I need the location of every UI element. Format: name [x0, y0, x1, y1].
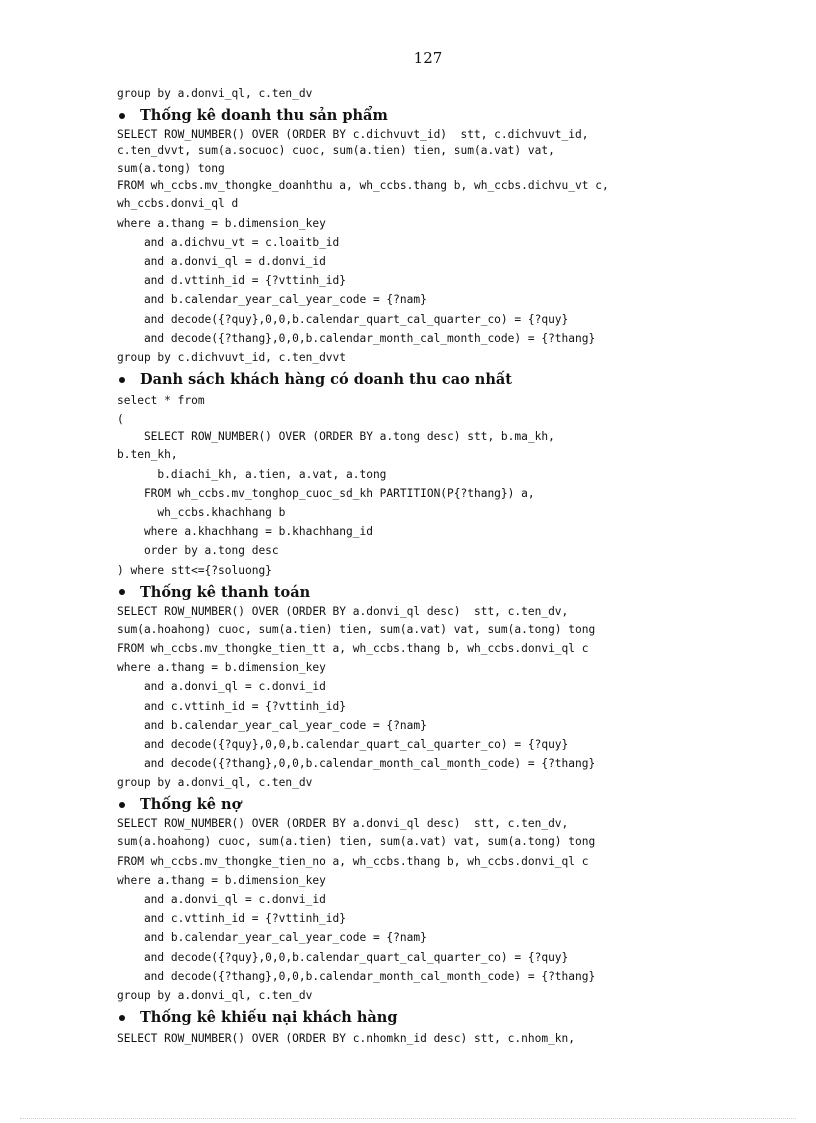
code-block — [117, 735, 757, 754]
code-block — [117, 410, 757, 429]
code-block — [117, 871, 757, 890]
code-line: where a.khachhang = b.khachhang_id — [117, 525, 373, 539]
code-block — [117, 329, 757, 348]
code-line: c.ten_dvvt, sum(a.socuoc) cuoc, sum(a.tien) tien, sum(a.vat) vat, — [117, 144, 555, 158]
code-line: sum(a.tong) tong — [117, 162, 225, 176]
code-line: ( — [117, 413, 124, 427]
code-line: and decode({?quy},0,0,b.calendar_quart_cal_quarter_co) = {?quy} — [117, 737, 569, 751]
code-block — [117, 465, 757, 484]
code-block — [117, 967, 757, 986]
code-line: group by a.donvi_ql, c.ten_dv — [117, 988, 313, 1002]
code-block — [117, 754, 757, 773]
code-line: where a.thang = b.dimension_key — [117, 873, 326, 887]
code-line: where a.thang = b.dimension_key — [117, 216, 326, 230]
code-block — [117, 816, 757, 851]
code-line: wh_ccbs.khachhang b — [117, 506, 286, 519]
code-line: SELECT ROW_NUMBER() OVER (ORDER BY c.nhomkn_id desc) stt, c.nhom_kn, — [117, 1032, 576, 1046]
section-heading — [117, 581, 757, 604]
code-block — [117, 639, 757, 658]
code-block — [117, 604, 757, 639]
code-line: group by c.dichvuvt_id, c.ten_dvvt — [117, 350, 347, 364]
code-block — [117, 178, 757, 213]
code-line: and b.calendar_year_cal_year_code = {?nam} — [117, 293, 427, 307]
bullet-icon — [119, 1015, 125, 1021]
code-line: and decode({?thang},0,0,b.calendar_month_cal_month_code) = {?thang} — [117, 757, 596, 771]
code-block — [117, 391, 757, 410]
code-block — [117, 429, 757, 464]
code-line: SELECT ROW_NUMBER() OVER (ORDER BY a.tong desc) stt, b.ma_kh, — [117, 430, 555, 444]
code-line: where a.thang = b.dimension_key — [117, 661, 326, 675]
code-block — [117, 716, 757, 735]
code-line: sum(a.hoahong) cuoc, sum(a.tien) tien, sum(a.vat) vat, sum(a.tong) tong — [117, 835, 596, 849]
bullet-icon — [119, 377, 125, 383]
bullet-icon — [119, 113, 125, 119]
code-block — [117, 1029, 757, 1048]
code-block — [117, 697, 757, 716]
code-block — [117, 290, 757, 309]
code-line: FROM wh_ccbs.mv_thongke_tien_no a, wh_ccbs.thang b, wh_ccbs.donvi_ql c — [117, 854, 589, 868]
code-block — [117, 986, 757, 1005]
section-heading-text: Thống kê nợ — [140, 796, 242, 814]
code-line: FROM wh_ccbs.mv_thongke_tien_tt a, wh_ccbs.thang b, wh_ccbs.donvi_ql c — [117, 641, 589, 655]
code-line: and a.donvi_ql = c.donvi_id — [117, 893, 326, 906]
code-line: and b.calendar_year_cal_year_code = {?nam} — [117, 931, 427, 945]
code-block — [117, 677, 757, 696]
code-block — [117, 503, 757, 522]
code-line: group by a.donvi_ql, c.ten_dv — [117, 776, 313, 790]
code-line: and c.vttinh_id = {?vttinh_id} — [117, 912, 347, 926]
code-line: and a.donvi_ql = d.donvi_id — [117, 254, 326, 268]
code-line: and decode({?quy},0,0,b.calendar_quart_cal_quarter_co) = {?quy} — [117, 950, 569, 964]
code-block — [117, 484, 757, 503]
code-block — [117, 348, 757, 367]
section-heading-text: Thống kê doanh thu sản phẩm — [140, 107, 388, 125]
code-line: wh_ccbs.donvi_ql d — [117, 197, 239, 211]
code-line: select * from — [117, 394, 205, 408]
code-line: FROM wh_ccbs.mv_tonghop_cuoc_sd_kh PARTITION(P{?thang}) a, — [117, 486, 535, 500]
code-block — [117, 214, 757, 233]
section-heading-text: Thống kê khiếu nại khách hàng — [140, 1009, 398, 1027]
code-line: SELECT ROW_NUMBER() OVER (ORDER BY a.donvi_ql desc) stt, c.ten_dv, — [117, 817, 569, 831]
section-heading — [117, 104, 757, 127]
code-block — [117, 310, 757, 329]
code-block — [117, 561, 757, 580]
code-block — [117, 233, 757, 252]
code-line: b.ten_kh, — [117, 448, 178, 462]
code-block — [117, 84, 757, 103]
code-line: FROM wh_ccbs.mv_thongke_doanhthu a, wh_ccbs.thang b, wh_ccbs.dichvu_vt c, — [117, 179, 609, 193]
bullet-icon — [119, 802, 125, 808]
code-block — [117, 658, 757, 677]
code-line: sum(a.hoahong) cuoc, sum(a.tien) tien, sum(a.vat) vat, sum(a.tong) tong — [117, 622, 596, 636]
code-line: and b.calendar_year_cal_year_code = {?nam} — [117, 718, 427, 732]
code-line: and decode({?thang},0,0,b.calendar_month_cal_month_code) = {?thang} — [117, 331, 596, 345]
section-heading-text: Danh sách khách hàng có doanh thu cao nhất — [140, 371, 512, 389]
code-block — [117, 928, 757, 947]
code-block — [117, 890, 757, 909]
code-line: and d.vttinh_id = {?vttinh_id} — [117, 274, 347, 288]
code-line: and a.donvi_ql = c.donvi_id — [117, 680, 326, 694]
code-block — [117, 522, 757, 541]
page-number: 127 — [413, 49, 443, 67]
code-block — [117, 773, 757, 792]
code-line: ) where stt<={?soluong} — [117, 563, 272, 577]
section-heading — [117, 368, 757, 391]
code-line: SELECT ROW_NUMBER() OVER (ORDER BY a.donvi_ql desc) stt, c.ten_dv, — [117, 604, 569, 618]
section-heading — [117, 1006, 757, 1029]
page-content — [117, 84, 757, 1048]
section-heading — [117, 793, 757, 816]
code-line: SELECT ROW_NUMBER() OVER (ORDER BY c.dichvuvt_id) stt, c.dichvuvt_id, — [117, 128, 589, 142]
code-block — [117, 252, 757, 271]
code-block — [117, 948, 757, 967]
code-line: b.diachi_kh, a.tien, a.vat, a.tong — [117, 467, 387, 481]
code-block — [117, 271, 757, 290]
page-bottom-border — [20, 1118, 796, 1119]
code-line: and c.vttinh_id = {?vttinh_id} — [117, 699, 347, 713]
code-line: group by a.donvi_ql, c.ten_dv — [117, 87, 313, 100]
code-block — [117, 852, 757, 871]
bullet-icon — [119, 589, 125, 595]
code-block — [117, 127, 757, 178]
code-block — [117, 541, 757, 560]
code-line: and decode({?thang},0,0,b.calendar_month_cal_month_code) = {?thang} — [117, 969, 596, 983]
section-heading-text: Thống kê thanh toán — [140, 583, 311, 601]
code-line: and decode({?quy},0,0,b.calendar_quart_cal_quarter_co) = {?quy} — [117, 312, 569, 326]
code-line: order by a.tong desc — [117, 544, 279, 558]
code-line: and a.dichvu_vt = c.loaitb_id — [117, 235, 340, 249]
code-block — [117, 909, 757, 928]
